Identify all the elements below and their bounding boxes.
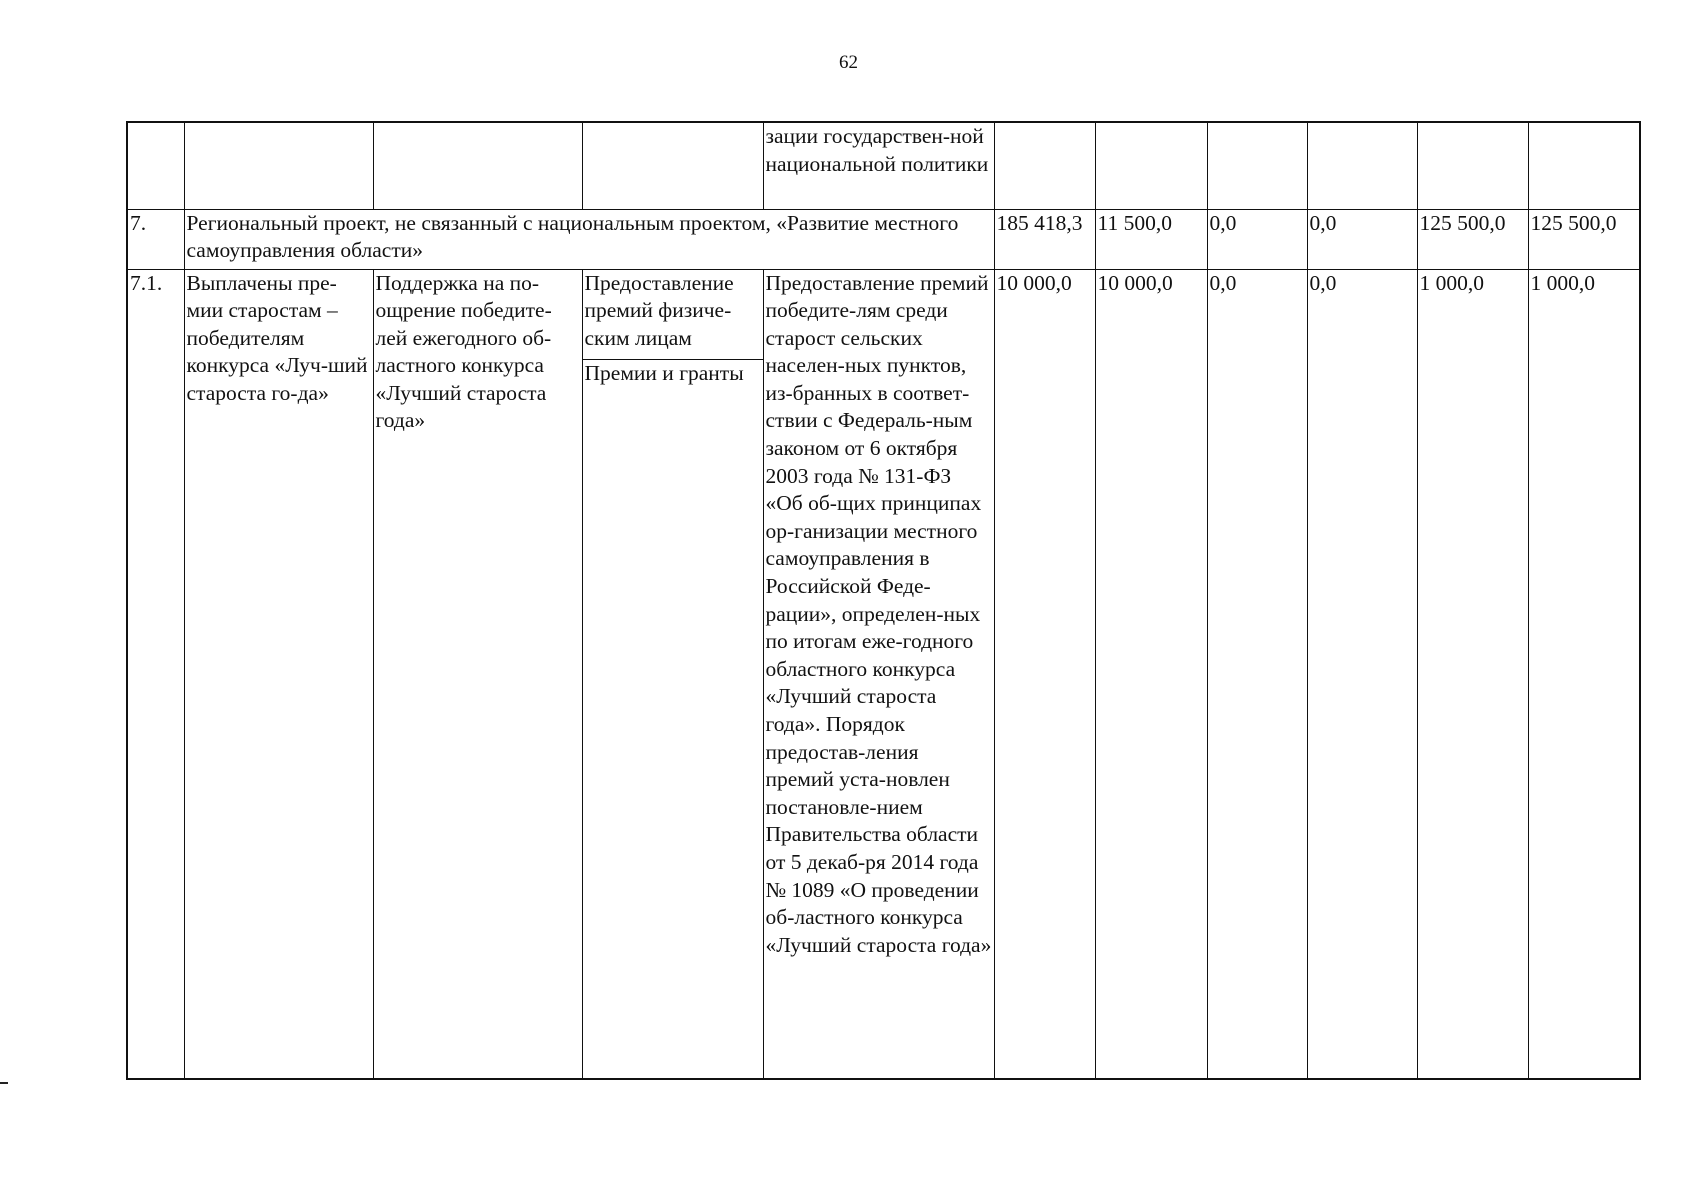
subitem-value: 0,0: [1207, 269, 1307, 1079]
subitem-value: 1 000,0: [1528, 269, 1640, 1079]
table-row-continuation: [127, 122, 1640, 209]
section-number: 7.: [127, 209, 184, 269]
section-value: 125 500,0: [1417, 209, 1528, 269]
budget-table: [126, 121, 1641, 1080]
section-value: 185 418,3: [994, 209, 1095, 269]
subitem-value: 10 000,0: [1095, 269, 1207, 1079]
section-value: 0,0: [1307, 209, 1417, 269]
table-row-subitem: [127, 269, 1640, 359]
subitem-description: Предоставление премий победите-лям среди старост сельских населен-ных пунктов, из-бранных в соответ-ствии с Федераль-ным законом от 6 октября 2003 года № 131-ФЗ «Об об-щих принципах ор-ганизации местного самоуправления в Российской Феде-рации», определен-ных по итогам еже-годного областного конкурса «Лучший староста года». Порядок предостав-ления премий уста-новлен постановле-нием Правительства области от 5 декаб-ря 2014 года № 1089 «О проведении об-ластного конкурса «Лучший староста года»: [763, 269, 994, 1079]
table-row-section: [127, 209, 1640, 269]
cell-empty: [582, 122, 763, 209]
cell-empty: [373, 122, 582, 209]
cell-continuation-text: зации государствен-ной национальной политики: [763, 122, 994, 209]
section-value: 125 500,0: [1528, 209, 1640, 269]
section-title: Региональный проект, не связанный с национальным проектом, «Развитие местного самоуправления области»: [184, 209, 994, 269]
cell-empty: [127, 122, 184, 209]
subitem-value: 0,0: [1307, 269, 1417, 1079]
cell-empty: [184, 122, 373, 209]
subitem-result: Выплачены пре-мии старостам – победителям конкурса «Луч-ший староста го-да»: [184, 269, 373, 1079]
margin-mark: [0, 1082, 8, 1084]
subitem-value: 10 000,0: [994, 269, 1095, 1079]
cell-empty: [1417, 122, 1528, 209]
cell-empty: [1307, 122, 1417, 209]
cell-empty: [1095, 122, 1207, 209]
cell-empty: [1207, 122, 1307, 209]
subitem-type: Премии и гранты: [582, 359, 763, 1079]
section-value: 11 500,0: [1095, 209, 1207, 269]
subitem-measure: Поддержка на по-ощрение победите-лей ежегодного об-ластного конкурса «Лучший староста года»: [373, 269, 582, 1079]
page-number: 62: [839, 52, 858, 73]
subitem-direction: Предоставление премий физиче-ским лицам: [582, 269, 763, 359]
cell-empty: [1528, 122, 1640, 209]
cell-empty: [994, 122, 1095, 209]
section-value: 0,0: [1207, 209, 1307, 269]
subitem-value: 1 000,0: [1417, 269, 1528, 1079]
subitem-number: 7.1.: [127, 269, 184, 1079]
